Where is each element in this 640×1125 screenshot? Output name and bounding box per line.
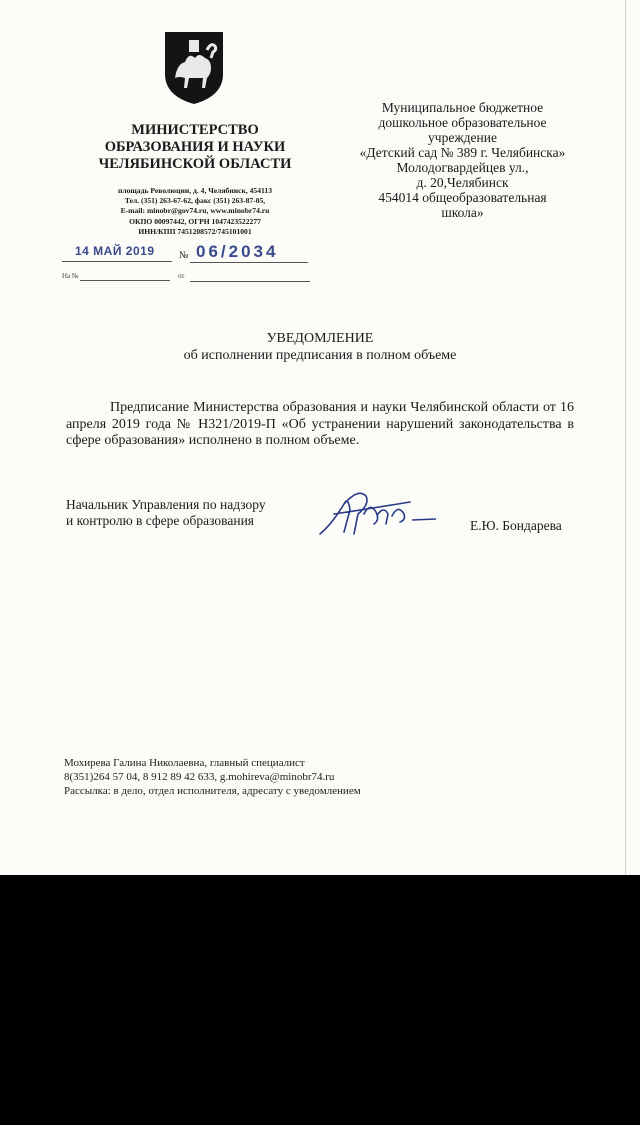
recipient-line: учреждение [428,130,497,145]
coat-of-arms-emblem [163,30,225,106]
signatory-position-line: Начальник Управления по надзору [66,497,266,512]
ministry-name [80,122,310,173]
notice-heading [0,330,640,364]
recipient-line: Муниципальное бюджетное [381,100,544,115]
page-fold-line [625,0,626,875]
recipient-line: дошкольное образовательное [378,115,547,130]
contact-line: ИНН/КПП 7451208572/745101001 [138,226,252,236]
contact-line: площадь Революции, д. 4, Челябинск, 454113 [117,186,273,195]
notice-title: УВЕДОМЛЕНИЕ [266,331,374,346]
footer-line: 8(351)264 57 04, 8 912 89 42 633, g.mohireva@minobr74.ru [64,771,335,783]
notice-subtitle: об исполнении предписания в полном объеме [183,348,457,363]
recipient-line: школа» [441,205,484,220]
ministry-contacts [80,186,310,237]
footer-line: Мохирева Галина Николаевна, главный специалист [64,757,305,769]
number-underline [190,262,308,263]
notice-body-paragraph [66,400,574,450]
ref-from-label: от [178,272,185,280]
recipient-address [340,100,585,220]
recipient-line: Молодогвардейцев ул., [396,160,529,175]
number-label: № [179,250,189,261]
signatory-name: Е.Ю. Бондарева [470,518,562,533]
recipient-line: д. 20,Челябинск [416,175,509,190]
ref-label: На № [62,272,79,280]
ministry-line: ЧЕЛЯБИНСКОЙ ОБЛАСТИ [98,156,292,172]
ref-underline [80,280,170,281]
signatory-position [66,497,266,529]
notice-body-text: Предписание Министерства образования и науки Челябинской области от 16 апреля 2019 года № Н321/2019-П «Об устранении нарушений законодательства в сфере образования» исполнено в полном объеме. [66,400,574,448]
footer-line: Рассылка: в дело, отдел исполнителя, адресату с уведомлением [64,785,361,797]
contact-line: Тел. (351) 263-67-62, факс (351) 263-87-05, [124,196,266,206]
signatory-position-line: и контролю в сфере образования [66,513,255,528]
ministry-line: ОБРАЗОВАНИЯ И НАУКИ [104,139,286,155]
recipient-line: «Детский сад № 389 г. Челябинска» [359,145,566,160]
date-stamp: 14 МАЙ 2019 [75,244,155,258]
contact-line: E-mail: minobr@gov74.ru, www.minobr74.ru [120,206,270,216]
document-footer [64,756,361,798]
contact-line: ОКПО 00097442, ОГРН 1047423522277 [129,216,261,226]
handwritten-signature [314,484,444,539]
recipient-line: 454014 общеобразовательная [378,190,547,205]
number-stamp: 06/2034 [196,242,279,261]
date-underline [62,261,172,262]
ref-from-underline [190,281,310,282]
ministry-line: МИНИСТЕРСТВО [131,122,259,138]
